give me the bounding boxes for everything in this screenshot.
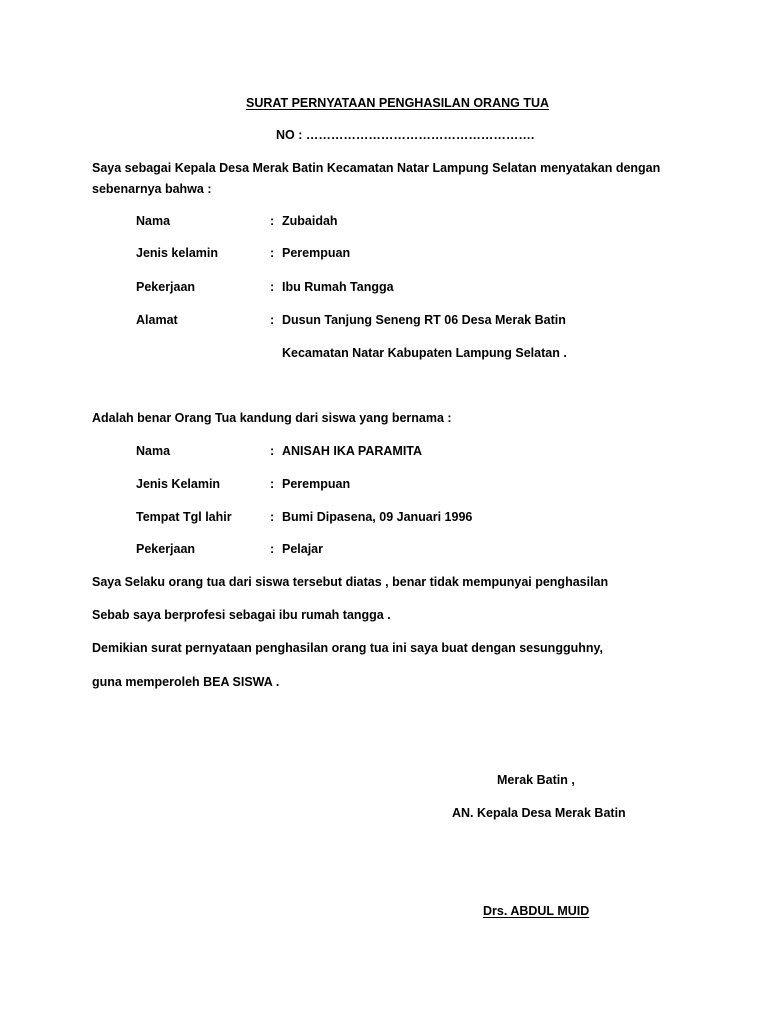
signature-place: Merak Batin , bbox=[497, 773, 575, 787]
student-intro: Adalah benar Orang Tua kandung dari siswa yang bernama : bbox=[92, 411, 452, 425]
field-value: ANISAH IKA PARAMITA bbox=[282, 444, 423, 458]
field-value: Zubaidah bbox=[282, 214, 338, 228]
field-colon: : bbox=[270, 280, 275, 294]
field-colon: : bbox=[270, 510, 275, 524]
field-label: Pekerjaan bbox=[136, 542, 196, 556]
field-value: Perempuan bbox=[282, 477, 351, 491]
field-colon: : bbox=[270, 542, 275, 556]
field-label: Jenis Kelamin bbox=[136, 477, 221, 491]
field-label: Nama bbox=[136, 214, 171, 228]
field-label: Nama bbox=[136, 444, 171, 458]
field-label: Jenis kelamin bbox=[136, 246, 218, 260]
closing-line-1: Demikian surat pernyataan penghasilan orang tua ini saya buat dengan sesungguhny, bbox=[92, 641, 603, 655]
field-colon: : bbox=[270, 477, 275, 491]
field-value: Bumi Dipasena, 09 Januari 1996 bbox=[282, 510, 473, 524]
field-colon: : bbox=[270, 214, 275, 228]
signature-position: AN. Kepala Desa Merak Batin bbox=[452, 806, 626, 820]
field-colon: : bbox=[270, 246, 275, 260]
closing-line-2: guna memperoleh BEA SISWA . bbox=[92, 675, 280, 689]
intro-line-2: sebenarnya bahwa : bbox=[92, 182, 212, 196]
statement-line-2: Sebab saya berprofesi sebagai ibu rumah tangga . bbox=[92, 608, 391, 622]
field-value: Dusun Tanjung Seneng RT 06 Desa Merak Batin bbox=[282, 313, 566, 327]
signatory-name: Drs. ABDUL MUID bbox=[483, 904, 590, 918]
field-value: Pelajar bbox=[282, 542, 324, 556]
field-colon: : bbox=[270, 313, 275, 327]
document-number: NO : ………………………………………………. bbox=[276, 128, 535, 142]
field-label: Alamat bbox=[136, 313, 178, 327]
field-value: Perempuan bbox=[282, 246, 351, 260]
field-label: Tempat Tgl lahir bbox=[136, 510, 232, 524]
field-label: Pekerjaan bbox=[136, 280, 196, 294]
document-title: SURAT PERNYATAAN PENGHASILAN ORANG TUA bbox=[246, 96, 550, 110]
field-colon: : bbox=[270, 444, 275, 458]
statement-line-1: Saya Selaku orang tua dari siswa tersebut diatas , benar tidak mempunyai penghasilan bbox=[92, 575, 609, 589]
field-value: Ibu Rumah Tangga bbox=[282, 280, 394, 294]
intro-line-1: Saya sebagai Kepala Desa Merak Batin Kecamatan Natar Lampung Selatan menyatakan dengan bbox=[92, 161, 661, 175]
address-continuation: Kecamatan Natar Kabupaten Lampung Selatan . bbox=[282, 346, 567, 360]
